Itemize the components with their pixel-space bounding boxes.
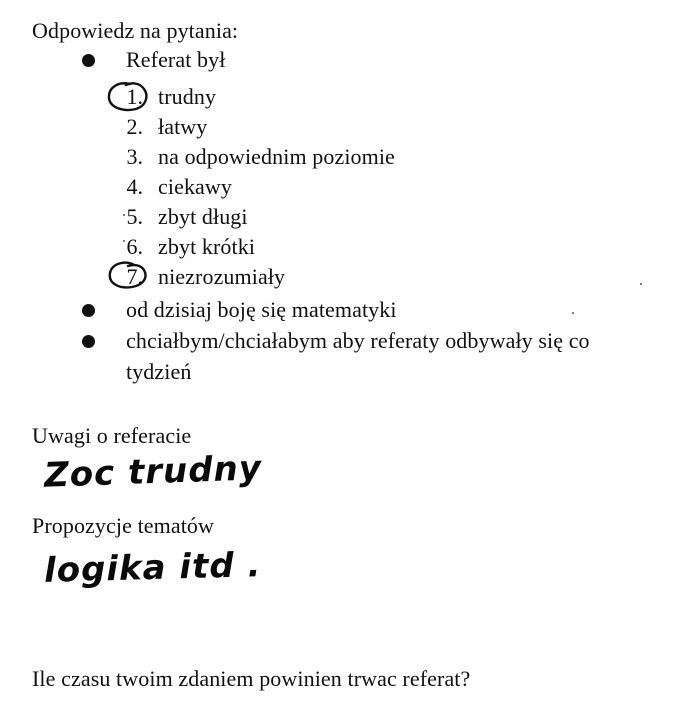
option-label: łatwy: [158, 114, 208, 139]
option-number: 3.: [126, 144, 143, 169]
option-label: niezrozumiały: [158, 264, 286, 289]
topics-handwritten-answer: logika itd .: [43, 545, 262, 591]
q3-statement-line1: chciałbym/chciałabym aby referaty odbywały się co: [126, 328, 590, 353]
option-number: 2.: [126, 114, 143, 139]
option-label: na odpowiednim poziomie: [158, 144, 395, 169]
scan-speck: [123, 240, 125, 242]
questions-heading: Odpowiedz na pytania:: [32, 18, 239, 43]
selection-circle-icon: [104, 80, 152, 114]
option-number: 6.: [126, 234, 143, 259]
option-label: trudny: [158, 84, 217, 109]
scan-speck: [123, 214, 125, 216]
topics-label: Propozycje tematów: [32, 513, 215, 538]
option-label: ciekawy: [158, 174, 232, 199]
remarks-label: Uwagi o referacie: [32, 423, 192, 448]
q3-statement-line2: tydzień: [126, 359, 192, 384]
option-number: 1.: [126, 84, 143, 109]
bullet-marker: [82, 304, 95, 317]
option-number: 4.: [126, 174, 143, 199]
remarks-handwritten-answer: Zoc trudny: [43, 448, 263, 496]
option-label: zbyt krótki: [158, 234, 256, 259]
bullet-marker: [82, 335, 95, 348]
option-number: 7.: [126, 264, 143, 289]
q2-statement: od dzisiaj boję się matematyki: [126, 297, 397, 322]
scan-speck: [572, 312, 574, 314]
scan-speck: [640, 283, 642, 285]
option-number: 5.: [126, 204, 143, 229]
option-label: zbyt długi: [158, 204, 248, 229]
bullet-marker: [82, 54, 95, 67]
q1-prompt: Referat był: [126, 47, 226, 72]
selection-circle-icon: [104, 258, 152, 292]
duration-question: Ile czasu twoim zdaniem powinien trwac referat?: [32, 666, 471, 691]
